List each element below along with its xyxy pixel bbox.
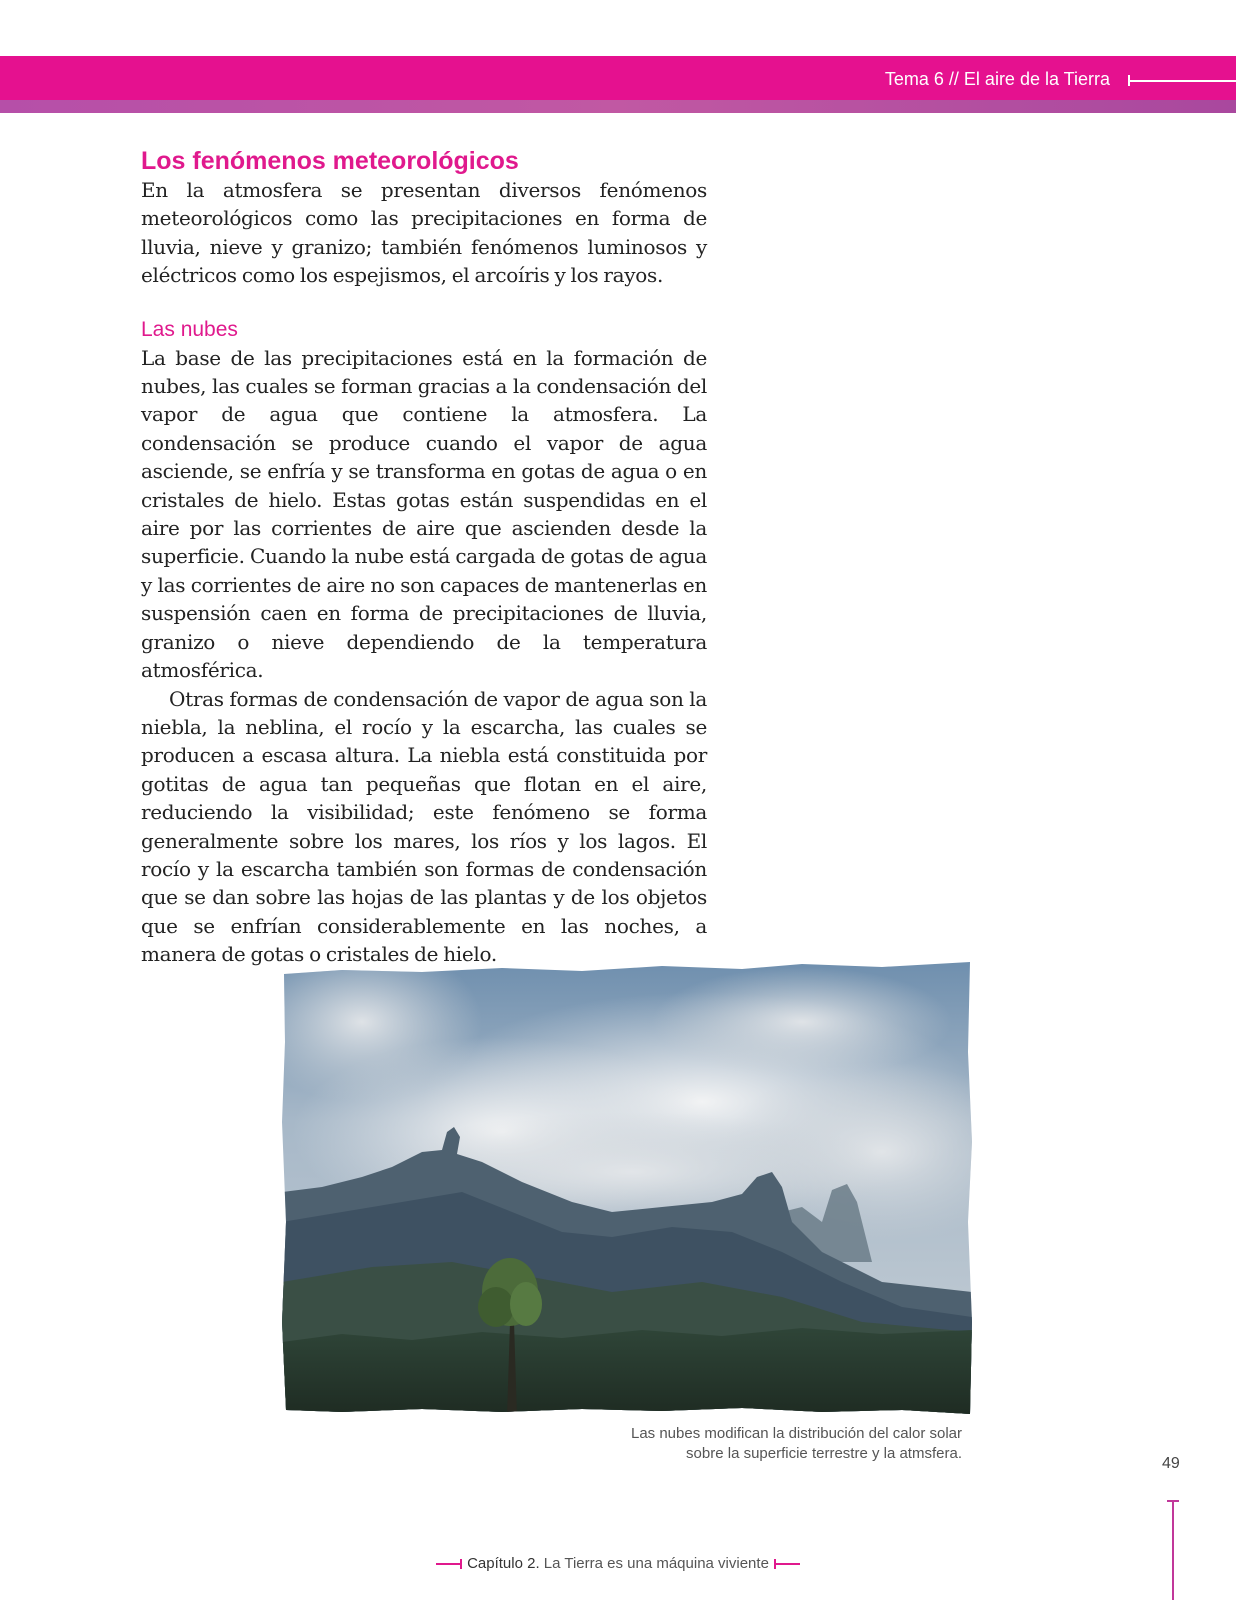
page-number: 49 [1162, 1455, 1180, 1472]
figure-caption [542, 1424, 962, 1464]
section-intro-paragraph: En la atmosfera se presentan diversos fenómenos meteorológicos como las precipitaciones en forma de lluvia, nieve y granizo; también fenómenos luminosos y eléctricos como los espejismos, el arcoíris y los rayos. [141, 178, 707, 288]
running-header-title: Tema 6 // El aire de la Tierra [884, 69, 1110, 89]
footer-rule-left [436, 1563, 462, 1565]
caption-line-1: Las nubes modifican la distribución del calor solar [630, 1425, 962, 1442]
header-stripe [0, 100, 1236, 113]
footer-rule-right [774, 1563, 800, 1565]
footer-chapter-label: Capítulo 2. [467, 1555, 540, 1572]
margin-rule [1172, 1500, 1174, 1600]
footer-chapter-title: La Tierra es una máquina viviente [543, 1555, 769, 1572]
section-title: Los fenómenos meteorológicos [141, 147, 519, 175]
clouds-mountain-photo [282, 962, 972, 1417]
caption-line-2: sobre la superficie terrestre y la atmsfera. [686, 1445, 962, 1462]
subsection-title: Las nubes [141, 317, 238, 341]
header-rule [1128, 80, 1236, 82]
subsection-paragraph-1: La base de las precipitaciones está en la formación de nubes, las cuales se forman gracias a la condensación del vapor de agua que contiene la atmosfera. La condensación se produce cuando el vapor de agua asciende, se enfría y se transforma en gotas de agua o en cristales de hielo. Estas gotas están suspendidas en el aire por las corrientes de aire que ascienden desde la superficie. Cuando la nube está cargada de gotas de agua y las corrientes de aire no son capaces de mantenerlas en suspensión caen en forma de precipitaciones de lluvia, granizo o nieve dependiendo de la temperatura atmosférica. [141, 345, 707, 683]
footer-chapter [467, 1554, 769, 1574]
subsection-paragraph-2: Otras formas de condensación de vapor de agua son la niebla, la neblina, el rocío y la escarcha, las cuales se producen a escasa altura. La niebla está constituida por gotitas de agua tan pequeñas que flotan en el aire, reduciendo la visibilidad; este fenómeno se forma generalmente sobre los mares, los ríos y los lagos. El rocío y la escarcha también son formas de condensación que se dan sobre las hojas de las plantas y de los objetos que se enfrían considerablemente en las noches, a manera de gotas o cristales de hielo. [141, 686, 707, 967]
main-text-column [141, 146, 707, 969]
footer [0, 1551, 1236, 1574]
